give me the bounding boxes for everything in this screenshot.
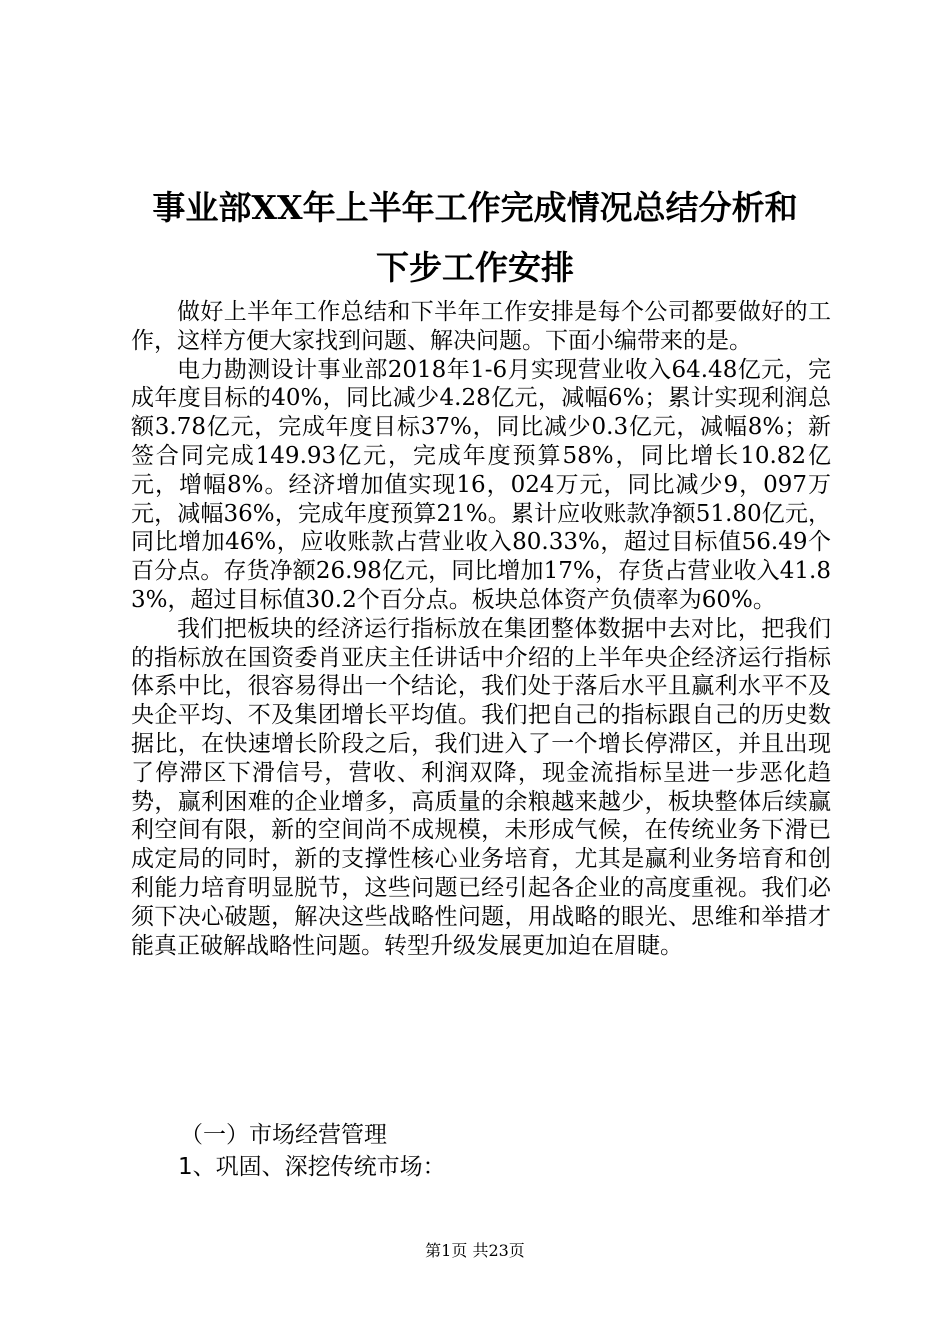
document-body bbox=[131, 298, 831, 960]
document-title-line-2: 下步工作安排 bbox=[376, 248, 574, 287]
section-heading-market-management: （一）市场经营管理 bbox=[180, 1122, 387, 1148]
paragraph-intro: 做好上半年工作总结和下半年工作安排是每个公司都要做好的工作，这样方便大家找到问题、解决问题。下面小编带来的是。 bbox=[131, 299, 831, 354]
paragraph-analysis: 我们把板块的经济运行指标放在集团整体数据中去对比，把我们的指标放在国资委肖亚庆主任讲话中介绍的上半年央企经济运行指标体系中比，很容易得出一个结论，我们处于落后水平且赢利水平不及央企平均、不及集团增长平均值。我们把自己的指标跟自己的历史数据比，在快速增长阶段之后，我们进入了一个增长停滞区，并且出现了停滞区下滑信号，营收、利润双降，现金流指标呈进一步恶化趋势，赢利困难的企业增多，高质量的余粮越来越少，板块整体后续赢利空间有限，新的空间尚不成规模，未形成气候，在传统业务下滑已成定局的同时，新的支撑性核心业务培育，尤其是赢利业务培育和创利能力培育明显脱节，这些问题已经引起各企业的高度重视。我们必须下决心破题，解决这些战略性问题，用战略的眼光、思维和举措才能真正破解战略性问题。转型升级发展更加迫在眉睫。 bbox=[131, 615, 831, 959]
subsection-heading-traditional-market: 1、巩固、深挖传统市场： bbox=[178, 1154, 446, 1180]
page-number-footer: 第1页 共23页 bbox=[425, 1241, 525, 1260]
document-title-line-1: 事业部XX年上半年工作完成情况总结分析和 bbox=[152, 188, 798, 227]
paragraph-financials: 电力勘测设计事业部2018年1-6月实现营业收入64.48亿元，完成年度目标的40%，同比减少4.28亿元，减幅6%；累计实现利润总额3.78亿元，完成年度目标37%，同比减少0.3亿元，减幅8%；新签合同完成149.93亿元，完成年度预算58%，同比增长10.82亿元，增幅8%。经济增加值实现16，024万元，同比减少9，097万元，减幅36%，完成年度预算21%。累计应收账款净额51.80亿元，同比增加46%，应收账款占营业收入80.33%，超过目标值56.49个百分点。存货净额26.98亿元，同比增加17%，存货占营业收入41.83%，超过目标值30.2个百分点。板块总体资产负债率为60%。 bbox=[131, 356, 831, 613]
